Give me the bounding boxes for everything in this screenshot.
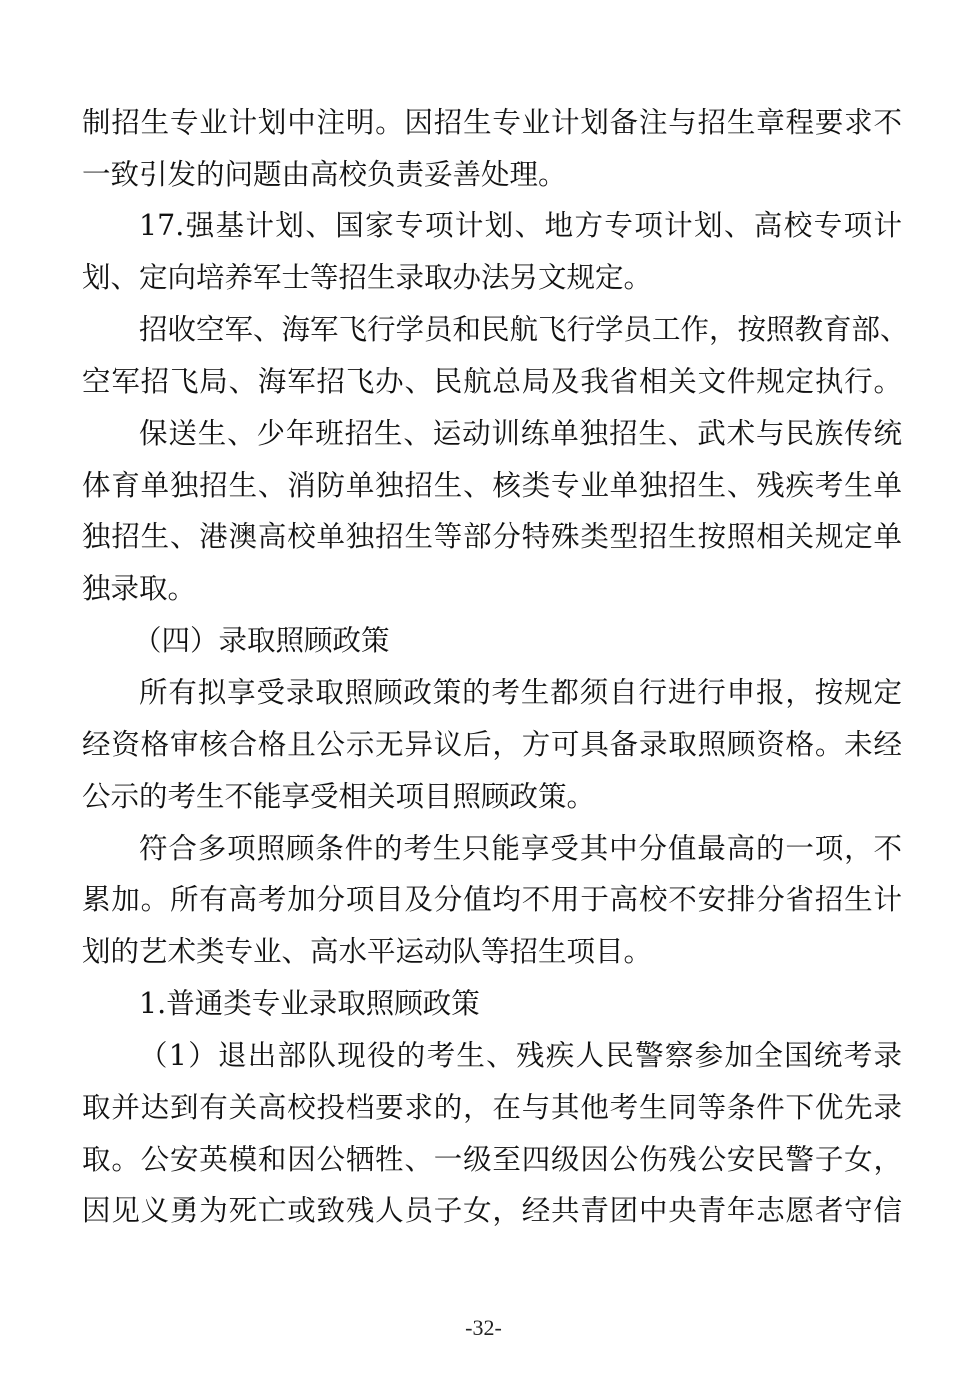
text-line-7: 保送生、少年班招生、运动训练单独招生、武术与民族传统 — [139, 417, 902, 450]
text-line-5: 招收空军、海军飞行学员和民航飞行学员工作，按照教育部、 — [139, 313, 909, 346]
text-line-12: 所有拟享受录取照顾政策的考生都须自行进行申报，按规定 — [139, 676, 902, 709]
text-line-3: 17.强基计划、国家专项计划、地方专项计划、高校专项计 — [139, 209, 902, 242]
text-line-19: （1）退出部队现役的考生、残疾人民警察参加全国统考录 — [139, 1039, 902, 1072]
text-line-4: 划、定向培养军士等招生录取办法另文规定。 — [82, 261, 653, 294]
text-line-1: 制招生专业计划中注明。因招生专业计划备注与招生章程要求不 — [82, 106, 902, 139]
text-line-2: 一致引发的问题由高校负责妥善处理。 — [82, 158, 567, 191]
page-number: -32- — [465, 1315, 502, 1340]
section-heading: （四）录取照顾政策 — [133, 624, 390, 657]
text-line-21: 取。公安英模和因公牺牲、一级至四级因公伤残公安民警子女， — [82, 1143, 902, 1176]
text-line-16: 累加。所有高考加分项目及分值均不用于高校不安排分省招生计 — [82, 883, 902, 916]
text-line-9: 独招生、港澳高校单独招生等部分特殊类型招生按照相关规定单 — [82, 520, 902, 553]
subsection-heading: 1.普通类专业录取照顾政策 — [139, 987, 480, 1020]
text-line-6: 空军招飞局、海军招飞办、民航总局及我省相关文件规定执行。 — [82, 365, 902, 398]
text-line-8: 体育单独招生、消防单独招生、核类专业单独招生、残疾考生单 — [82, 469, 902, 502]
text-line-20: 取并达到有关高校投档要求的，在与其他考生同等条件下优先录 — [82, 1091, 902, 1124]
text-line-14: 公示的考生不能享受相关项目照顾政策。 — [82, 780, 596, 813]
text-line-10: 独录取。 — [82, 572, 197, 605]
text-line-17: 划的艺术类专业、高水平运动队等招生项目。 — [82, 935, 653, 968]
text-line-15: 符合多项照顾条件的考生只能享受其中分值最高的一项，不 — [139, 832, 902, 865]
text-line-13: 经资格审核合格且公示无异议后，方可具备录取照顾资格。未经 — [82, 728, 902, 761]
text-line-22: 因见义勇为死亡或致残人员子女，经共青团中央青年志愿者守信 — [82, 1194, 902, 1227]
